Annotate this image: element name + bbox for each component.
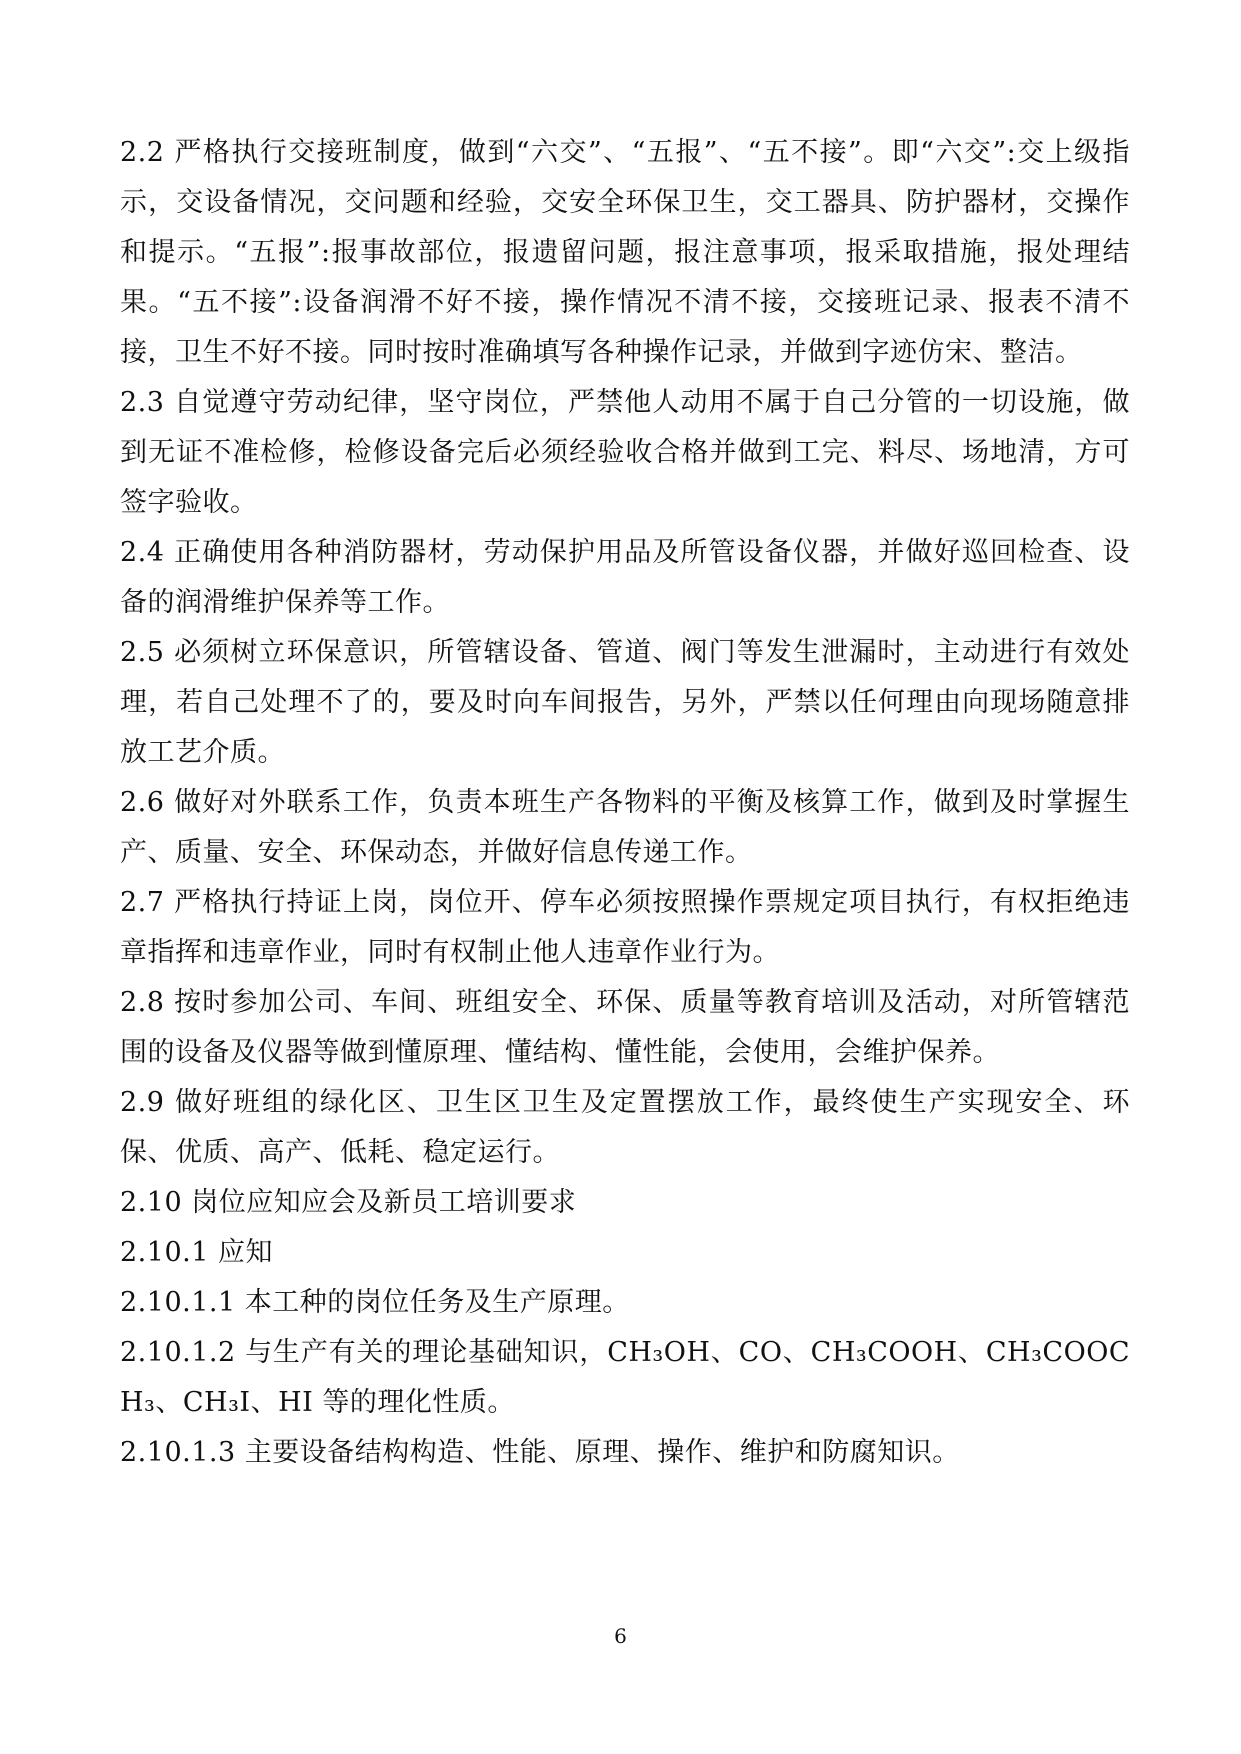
paragraph-2-4: 2.4 正确使用各种消防器材，劳动保护用品及所管设备仪器，并做好巡回检查、设备的润滑维护保养等工作。 — [120, 537, 1130, 618]
item-2-10-1-3: 2.10.1.3 主要设备结构构造、性能、原理、操作、维护和防腐知识。 — [120, 1437, 960, 1468]
paragraph-2-2: 2.2 严格执行交接班制度，做到“六交”、“五报”、“五不接”。即“六交”:交上级指示，交设备情况，交问题和经验，交安全环保卫生，交工器具、防护器材，交操作和提示。“五报”:报事故部位，报遗留问题，报注意事项，报采取措施，报处理结果。“五不接”:设备润滑不好不接，操作情况不清不接，交接班记录、报表不清不接，卫生不好不接。同时按时准确填写各种操作记录，并做到字迹仿宋、整洁。 — [120, 137, 1130, 368]
paragraph-2-7: 2.7 严格执行持证上岗，岗位开、停车必须按照操作票规定项目执行，有权拒绝违章指挥和违章作业，同时有权制止他人违章作业行为。 — [120, 887, 1130, 968]
heading-2-10-1: 2.10.1 应知 — [120, 1237, 273, 1268]
document-body — [120, 128, 1130, 1478]
paragraph-2-9: 2.9 做好班组的绿化区、卫生区卫生及定置摆放工作，最终使生产实现安全、环保、优质、高产、低耗、稳定运行。 — [120, 1087, 1130, 1168]
paragraph-2-8: 2.8 按时参加公司、车间、班组安全、环保、质量等教育培训及活动，对所管辖范围的设备及仪器等做到懂原理、懂结构、懂性能，会使用，会维护保养。 — [120, 987, 1130, 1068]
paragraph-2-6: 2.6 做好对外联系工作，负责本班生产各物料的平衡及核算工作，做到及时掌握生产、质量、安全、环保动态，并做好信息传递工作。 — [120, 787, 1130, 868]
paragraph-2-3: 2.3 自觉遵守劳动纪律，坚守岗位，严禁他人动用不属于自己分管的一切设施，做到无证不准检修，检修设备完后必须经验收合格并做到工完、料尽、场地清，方可签字验收。 — [120, 387, 1130, 518]
item-2-10-1-2: 2.10.1.2 与生产有关的理论基础知识，CH₃OH、CO、CH₃COOH、CH₃COOCH₃、CH₃I、HI 等的理化性质。 — [120, 1337, 1130, 1418]
item-2-10-1-1: 2.10.1.1 本工种的岗位任务及生产原理。 — [120, 1287, 630, 1318]
heading-2-10: 2.10 岗位应知应会及新员工培训要求 — [120, 1187, 577, 1218]
page-number: 6 — [614, 1624, 627, 1648]
paragraph-2-5: 2.5 必须树立环保意识，所管辖设备、管道、阀门等发生泄漏时，主动进行有效处理，若自己处理不了的，要及时向车间报告，另外，严禁以任何理由向现场随意排放工艺介质。 — [120, 637, 1130, 768]
